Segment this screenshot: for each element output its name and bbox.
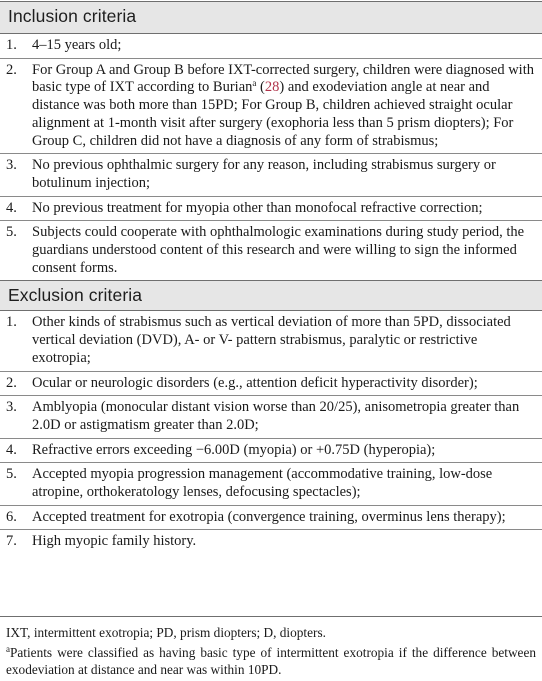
footnote-marker: a [252,78,257,89]
exclusion-list [0,311,542,554]
exclusion-item-3 [0,396,542,438]
item-text: Other kinds of strabismus such as vertical deviation of more than 5PD, dissociated vertical deviation (DVD), A- or V- pattern strabismus, paralytic or restrictive exotropia; [32,314,511,366]
item-text: Amblyopia (monocular distant vision worse than 20/25), anisometropia greater than 2.0D or astigmatism greater than 2.0D; [32,399,520,433]
inclusion-item-5 [0,221,542,280]
item-text: No previous ophthalmic surgery for any reason, including strabismus surgery or botulinum injection; [32,157,496,191]
item-number: 4. [6,441,17,458]
item-number: 3. [6,399,17,416]
exclusion-item-4 [0,439,542,464]
inclusion-item-3 [0,154,542,196]
footnote-a-text: Patients were classified as having basic type of intermittent exotropia if the difference between exodeviation at distance and near was within 10PD. [6,645,536,677]
item-number: 5. [6,224,17,241]
item-text-pre: For Group A and Group B before IXT-corrected surgery, children were diagnosed with basic type of IXT according to Burian [32,61,534,96]
item-number: 3. [6,157,17,174]
exclusion-item-5 [0,463,542,505]
item-text: Accepted myopia progression management (accommodative training, low-dose atropine, orthokeratology lenses, defocusing spectacles); [32,466,493,501]
exclusion-item-7 [0,530,542,554]
exclusion-item-1 [0,311,542,371]
inclusion-item-4 [0,197,542,222]
abbreviations-note: IXT, intermittent exotropia; PD, prism diopters; D, diopters. [6,625,326,640]
item-text: No previous treatment for myopia other than monofocal refractive correction; [32,199,483,216]
exclusion-heading: Exclusion criteria [0,280,542,311]
inclusion-item-2 [0,59,542,155]
inclusion-list [0,34,542,280]
item-text: Refractive errors exceeding −6.00D (myopia) or +0.75D (hyperopia); [32,441,436,458]
citation-link-28[interactable]: 28 [264,79,280,96]
item-number: 5. [6,466,17,483]
item-text-post: and exodeviation angle at near and distance was both more than 15PD; For Group B, children achieved straight ocular alignment at 1-month visit after surgery (exophoria less than 5 prism diopters); For Group C, children did not have a diagnosis of any form of strabismus; [32,79,514,149]
footnote-marker: a [6,644,10,654]
item-text: 4–15 years old; [32,37,122,53]
item-number: 4. [6,199,17,216]
item-text: Accepted treatment for exotropia (convergence training, overminus lens therapy); [32,508,506,525]
inclusion-heading: Inclusion criteria [0,2,542,34]
inclusion-item-1 [0,34,542,59]
item-text: Ocular or neurologic disorders (e.g., attention deficit hyperactivity disorder); [32,374,478,391]
table-footnotes [0,616,542,681]
item-number: 2. [6,374,17,391]
exclusion-item-6 [0,506,542,531]
criteria-table [0,1,542,554]
item-number: 6. [6,508,17,525]
item-number: 7. [6,533,17,550]
item-number: 1. [6,37,17,53]
item-text: Subjects could cooperate with ophthalmologic examinations during study period, the guardians understood content of this research and were willing to sign the informed consent forms. [32,224,525,276]
item-text: High myopic family history. [32,533,197,550]
exclusion-item-2 [0,372,542,397]
item-number: 2. [6,61,17,78]
item-text: For Group A and Group B before IXT-corrected surgery, children were diagnosed with basic type of IXT according to Burian$^a$ (28) and exodeviation angle at near and distance was both more than 15PD; For Group B, children achieved straight ocular alignment at 1-month visit after surgery (exophoria less than 5 prism diopters); For Group C, children did not have a diagnosis of any form of strabismus; [32,61,534,149]
item-number: 1. [6,314,17,331]
